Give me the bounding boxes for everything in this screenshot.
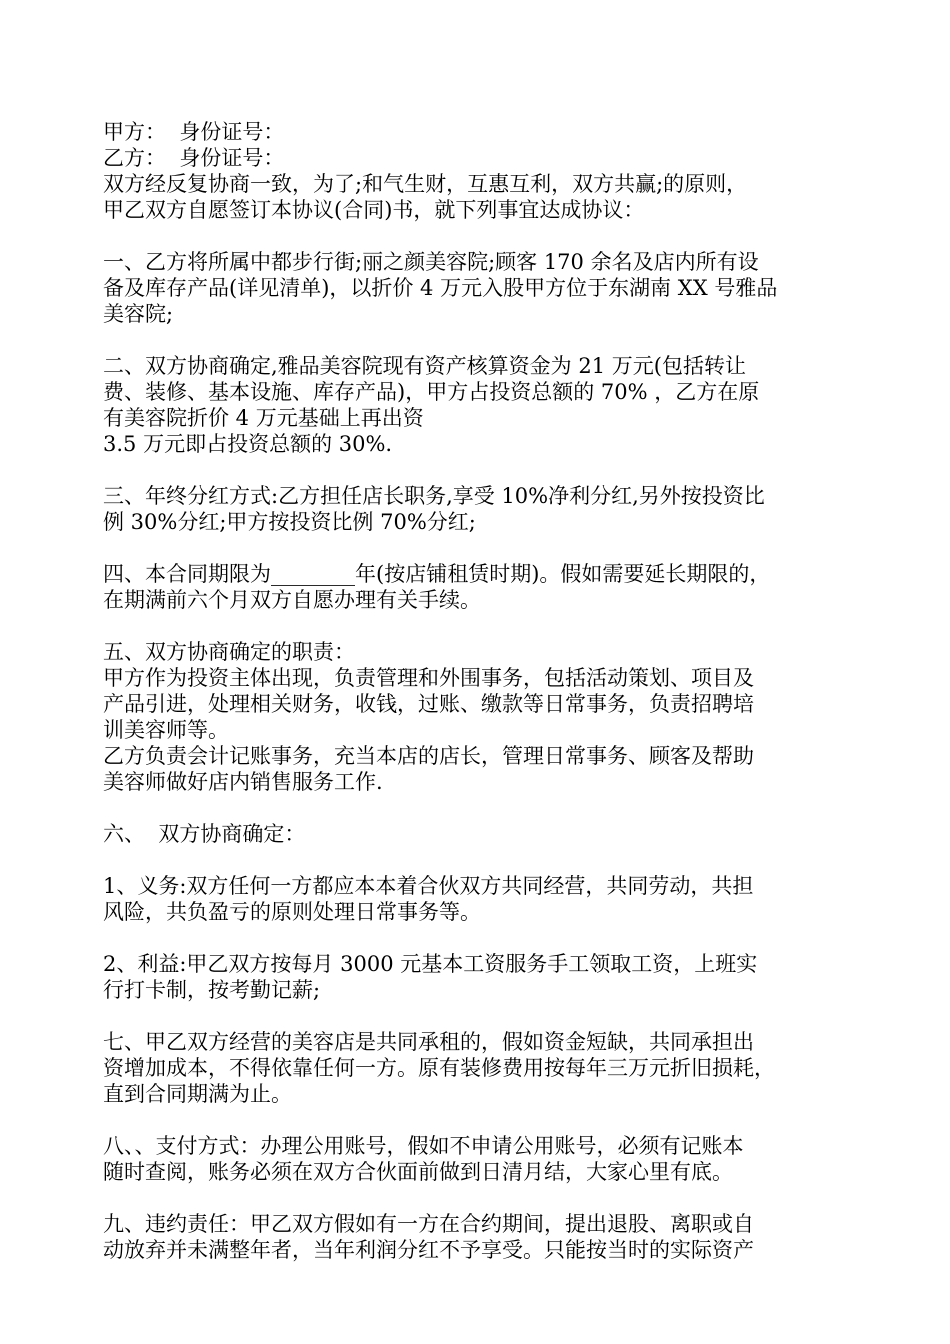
text-line: 有美容院折价 4 万元基础上再出资 [103,406,424,430]
paragraph [103,1133,863,1185]
text-line: 二、双方协商确定,雅品美容院现有资产核算资金为 21 万元(包括转让 [103,354,746,378]
text-line: 七、甲乙双方经营的美容店是共同承租的，假如资金短缺，共同承担出 [103,1030,754,1054]
paragraph [103,639,863,795]
text-line: 四、本合同期限为________年(按店铺租赁时期)。假如需要延长期限的， [103,562,771,586]
text-line: 备及库存产品(详见清单)，以折价 4 万元入股甲方位于东湖南 XX 号雅品 [103,276,778,300]
paragraph [103,821,863,847]
text-line: 随时查阅，账务必须在双方合伙面前做到日清月结，大家心里有底。 [103,1160,733,1184]
paragraph-spacer [103,1185,863,1211]
text-line: 九、违约责任：甲乙双方假如有一方在合约期间，提出退股、离职或自 [103,1212,754,1236]
paragraph [103,249,863,327]
text-line: 3.5 万元即占投资总额的 30%. [103,432,393,456]
paragraph [103,951,863,1003]
paragraph [103,873,863,925]
text-line: 行打卡制，按考勤记薪; [103,978,321,1002]
text-line: 训美容师等。 [103,718,229,742]
paragraph-spacer [103,223,863,249]
text-line: 1、义务:双方任何一方都应本本着合伙双方共同经营，共同劳动，共担 [103,874,754,898]
text-line: 例 30%分红;甲方按投资比例 70%分红; [103,510,476,534]
paragraph [103,119,863,223]
paragraph-spacer [103,1003,863,1029]
text-line: 乙方负责会计记账事务，充当本店的店长，管理日常事务、顾客及帮助 [103,744,754,768]
text-line: 风险，共负盈亏的原则处理日常事务等。 [103,900,481,924]
paragraph-spacer [103,613,863,639]
text-line: 甲方： 身份证号： [103,120,285,144]
paragraph-spacer [103,795,863,821]
paragraph [103,483,863,535]
paragraph [103,1029,863,1107]
text-line: 动放弃并未满整年者，当年利润分红不予享受。只能按当时的实际资产 [103,1238,754,1262]
paragraph-spacer [103,535,863,561]
text-line: 三、年终分红方式:乙方担任店长职务,享受 10%净利分红,另外按投资比 [103,484,765,508]
text-line: 八、、支付方式：办理公用账号，假如不申请公用账号，必须有记账本 [103,1134,744,1158]
paragraph-spacer [103,1107,863,1133]
text-line: 一、乙方将所属中都步行街;丽之颜美容院;顾客 170 余名及店内所有设 [103,250,759,274]
text-line: 产品引进，处理相关财务，收钱，过账、缴款等日常事务，负责招聘培 [103,692,754,716]
text-line: 双方经反复协商一致，为了;和气生财，互惠互利，双方共赢;的原则， [103,172,748,196]
text-line: 甲方作为投资主体出现，负责管理和外围事务，包括活动策划、项目及 [103,666,754,690]
text-line: 六、 双方协商确定： [103,822,306,846]
paragraph [103,561,863,613]
paragraph [103,1211,863,1263]
text-line: 直到合同期满为止。 [103,1082,292,1106]
paragraph-spacer [103,457,863,483]
text-line: 费、装修、基本设施、库存产品)，甲方占投资总额的 70% ，乙方在原 [103,380,760,404]
paragraph-spacer [103,925,863,951]
paragraph-spacer [103,847,863,873]
text-line: 资增加成本，不得依靠任何一方。原有装修费用按每年三万元折旧损耗， [103,1056,775,1080]
text-line: 美容院; [103,302,174,326]
text-line: 在期满前六个月双方自愿办理有关手续。 [103,588,481,612]
paragraph [103,353,863,457]
agreement-body [103,119,863,1263]
paragraph-spacer [103,327,863,353]
text-line: 甲乙双方自愿签订本协议(合同)书，就下列事宜达成协议： [103,198,645,222]
text-line: 美容师做好店内销售服务工作. [103,770,383,794]
text-line: 五、双方协商确定的职责： [103,640,355,664]
text-line: 乙方： 身份证号： [103,146,285,170]
text-line: 2、利益:甲乙双方按每月 3000 元基本工资服务手工领取工资，上班实 [103,952,758,976]
